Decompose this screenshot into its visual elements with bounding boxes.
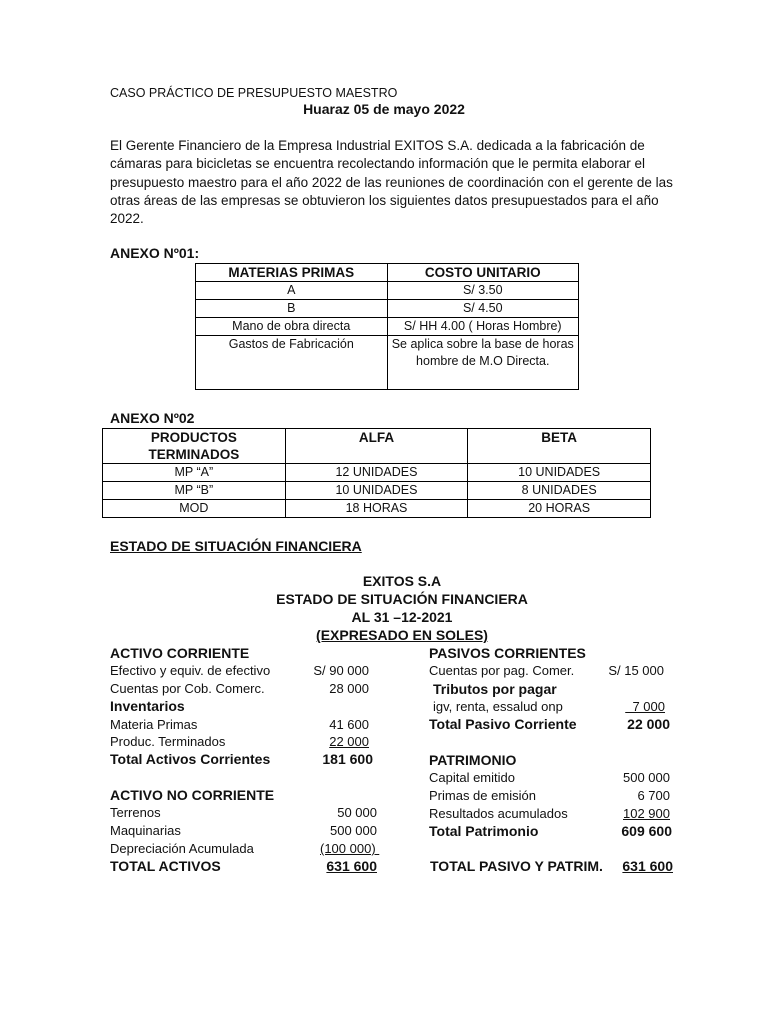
tributos-heading: Tributos por pagar [433,681,557,697]
table-cell: Gastos de Fabricación [196,336,388,390]
table-cell: Mano de obra directa [196,318,388,336]
produc-label: Produc. Terminados [110,734,226,749]
maquinarias-value: 500 000 [330,823,377,838]
maquinarias-label: Maquinarias [110,823,181,838]
table-header-row [103,429,651,464]
total-pc-value: 22 000 [627,716,670,732]
table-cell: A [196,282,388,300]
anexo2-title: ANEXO Nº02 [110,410,195,426]
activo-corriente-heading: ACTIVO CORRIENTE [110,645,250,661]
total-pp-value: 631 600 [622,858,673,874]
pasivos-corrientes-heading: PASIVOS CORRIENTES [429,645,586,661]
deprec-value: (100 000) [320,841,380,856]
table-cell: S/ 4.50 [387,300,579,318]
primas-value: 6 700 [637,788,670,803]
total-ac-label: Total Activos Corrientes [110,751,271,767]
header-cell: PRODUCTOS TERMINADOS [103,429,286,464]
table-cell: MOD [103,500,286,518]
resultados-label: Resultados acumulados [429,806,568,821]
anexo2-table [102,428,651,518]
document-date: Huaraz 05 de mayo 2022 [303,101,465,117]
table-row [196,300,579,318]
resultados-value: 102 900 [623,806,670,821]
terrenos-value: 50 000 [337,805,377,820]
activo-no-corriente-heading: ACTIVO NO CORRIENTE [110,787,275,803]
capital-label: Capital emitido [429,770,515,785]
patrimonio-heading: PATRIMONIO [429,752,517,768]
table-cell: 10 UNIDADES [285,482,468,500]
esf-section-title: ESTADO DE SITUACIÓN FINANCIERA [110,538,362,554]
anexo1-table [195,263,579,390]
table-cell: 8 UNIDADES [468,482,651,500]
cuentas-pag-value: S/ 15 000 [608,663,664,678]
total-activos-value: 631 600 [326,858,377,874]
table-cell: MP “B” [103,482,286,500]
table-cell: S/ HH 4.00 ( Horas Hombre) [387,318,579,336]
table-cell: 10 UNIDADES [468,464,651,482]
table-row [196,282,579,300]
inventarios-heading: Inventarios [110,698,185,714]
table-row [196,318,579,336]
intro-paragraph: El Gerente Financiero de la Empresa Industrial EXITOS S.A. dedicada a la fabricación de cámaras para bicicletas se encuentra recolectando información que le permita elaborar el presupuesto maestro para el año 2022 de las reuniones de coordinación con el gerente de las otras áreas de las empresas se obtuvieron los siguientes datos presupuestados para el año 2022. [110,138,673,227]
table-cell: B [196,300,388,318]
statement-title: ESTADO DE SITUACIÓN FINANCIERA [276,591,528,607]
cuentas-cob-value: 28 000 [329,681,369,696]
header-cell: ALFA [285,429,468,464]
total-pc-label: Total Pasivo Corriente [429,716,577,732]
primas-label: Primas de emisión [429,788,536,803]
table-cell: 20 HORAS [468,500,651,518]
efectivo-value: S/ 90 000 [313,663,369,678]
company-name: EXITOS S.A [362,573,442,589]
table-cell: MP “A” [103,464,286,482]
table-row [196,336,579,390]
table-cell: 18 HORAS [285,500,468,518]
table-row [103,464,651,482]
materia-value: 41 600 [329,717,369,732]
igv-value: 7 000 [625,699,665,714]
table-row [103,500,651,518]
produc-value: 22 000 [329,734,369,749]
materia-label: Materia Primas [110,717,198,732]
table-row [103,482,651,500]
total-ac-value: 181 600 [322,751,373,767]
total-activos-label: TOTAL ACTIVOS [110,858,221,874]
header-cell: MATERIAS PRIMAS [196,264,388,282]
total-pp-label: TOTAL PASIVO Y PATRIM. [430,858,603,874]
table-header-row [196,264,579,282]
terrenos-label: Terrenos [110,805,161,820]
statement-date: AL 31 –12-2021 [351,609,453,625]
efectivo-label: Efectivo y equiv. de efectivo [110,663,271,678]
case-title: CASO PRÁCTICO DE PRESUPUESTO MAESTRO [110,86,398,100]
capital-value: 500 000 [623,770,670,785]
header-cell: COSTO UNITARIO [387,264,579,282]
cuentas-cob-label: Cuentas por Cob. Comerc. [110,681,265,696]
igv-label: igv, renta, essalud onp [433,699,563,714]
header-cell: BETA [468,429,651,464]
cuentas-pag-label: Cuentas por pag. Comer. [429,663,575,678]
total-patrimonio-value: 609 600 [621,823,672,839]
total-patrimonio-label: Total Patrimonio [429,823,539,839]
statement-currency: (EXPRESADO EN SOLES) [316,627,488,643]
anexo1-title: ANEXO Nº01: [110,245,200,261]
table-cell: 12 UNIDADES [285,464,468,482]
deprec-label: Depreciación Acumulada [110,841,254,856]
table-cell: Se aplica sobre la base de horas hombre de M.O Directa. [387,336,579,390]
table-cell: S/ 3.50 [387,282,579,300]
